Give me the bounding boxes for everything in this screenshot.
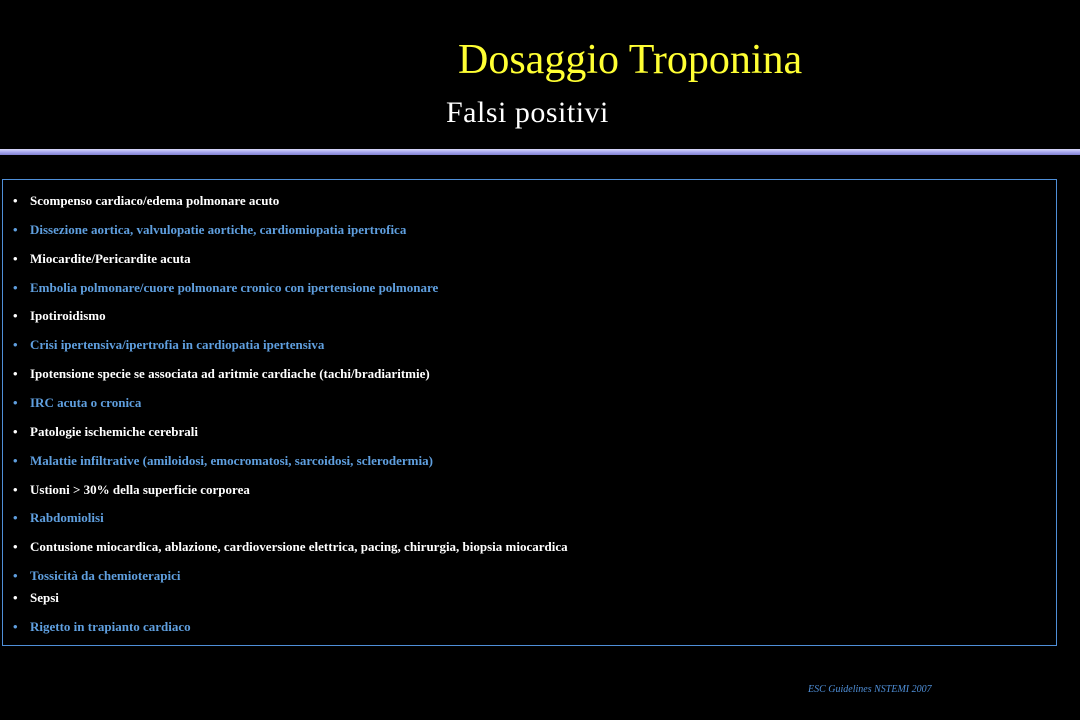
list-item-text: IRC acuta o cronica bbox=[30, 395, 142, 410]
list-item-text: Tossicità da chemioterapici bbox=[30, 568, 181, 583]
bullet-icon: • bbox=[13, 568, 18, 583]
list-item bbox=[13, 251, 191, 267]
bullet-icon: • bbox=[13, 308, 18, 323]
list-item bbox=[13, 366, 430, 382]
list-item-text: Sepsi bbox=[30, 590, 59, 605]
list-item-text: Scompenso cardiaco/edema polmonare acuto bbox=[30, 193, 280, 208]
bullet-icon: • bbox=[13, 222, 18, 237]
list-item-text: Ustioni > 30% della superficie corporea bbox=[30, 482, 250, 497]
list-item-text: Embolia polmonare/cuore polmonare cronico con ipertensione polmonare bbox=[30, 280, 439, 295]
list-item-text: Dissezione aortica, valvulopatie aortiche, cardiomiopatia ipertrofica bbox=[30, 222, 407, 237]
bullet-icon: • bbox=[13, 453, 18, 468]
list-item-text: Crisi ipertensiva/ipertrofia in cardiopatia ipertensiva bbox=[30, 337, 325, 352]
list-item bbox=[13, 222, 406, 238]
header-divider bbox=[0, 149, 1080, 155]
list-item bbox=[13, 280, 438, 296]
bullet-icon: • bbox=[13, 337, 18, 352]
list-item-text: Ipotensione specie se associata ad aritmie cardiache (tachi/bradiaritmie) bbox=[30, 366, 430, 381]
slide-title: Dosaggio Troponina bbox=[458, 37, 803, 83]
list-item bbox=[13, 619, 191, 635]
bullet-icon: • bbox=[13, 482, 18, 497]
list-item bbox=[13, 510, 104, 526]
list-item bbox=[13, 453, 433, 469]
list-item bbox=[13, 568, 180, 584]
list-item-text: Contusione miocardica, ablazione, cardioversione elettrica, pacing, chirurgia, biopsia miocardica bbox=[30, 539, 568, 554]
list-item-text: Miocardite/Pericardite acuta bbox=[30, 251, 191, 266]
list-item-text: Ipotiroidismo bbox=[30, 308, 106, 323]
bullet-icon: • bbox=[13, 251, 18, 266]
bullet-icon: • bbox=[13, 366, 18, 381]
list-item bbox=[13, 395, 141, 411]
slide-subtitle: Falsi positivi bbox=[446, 96, 609, 129]
list-item bbox=[13, 193, 279, 209]
list-item-text: Patologie ischemiche cerebrali bbox=[30, 424, 198, 439]
bullet-icon: • bbox=[13, 539, 18, 554]
list-item-text: Malattie infiltrative (amiloidosi, emocromatosi, sarcoidosi, sclerodermia) bbox=[30, 453, 433, 468]
source-citation: ESC Guidelines NSTEMI 2007 bbox=[808, 684, 932, 695]
bullet-icon: • bbox=[13, 510, 18, 525]
list-item bbox=[13, 308, 106, 324]
bullet-icon: • bbox=[13, 280, 18, 295]
content-box bbox=[2, 179, 1057, 646]
list-item-text: Rabdomiolisi bbox=[30, 510, 104, 525]
list-item bbox=[13, 424, 198, 440]
list-item bbox=[13, 539, 568, 555]
list-item bbox=[13, 337, 324, 353]
list-item bbox=[13, 590, 59, 606]
bullet-icon: • bbox=[13, 395, 18, 410]
list-item-text: Rigetto in trapianto cardiaco bbox=[30, 619, 191, 634]
list-item bbox=[13, 482, 250, 498]
bullet-icon: • bbox=[13, 619, 18, 634]
bullet-icon: • bbox=[13, 193, 18, 208]
bullet-icon: • bbox=[13, 590, 18, 605]
bullet-icon: • bbox=[13, 424, 18, 439]
